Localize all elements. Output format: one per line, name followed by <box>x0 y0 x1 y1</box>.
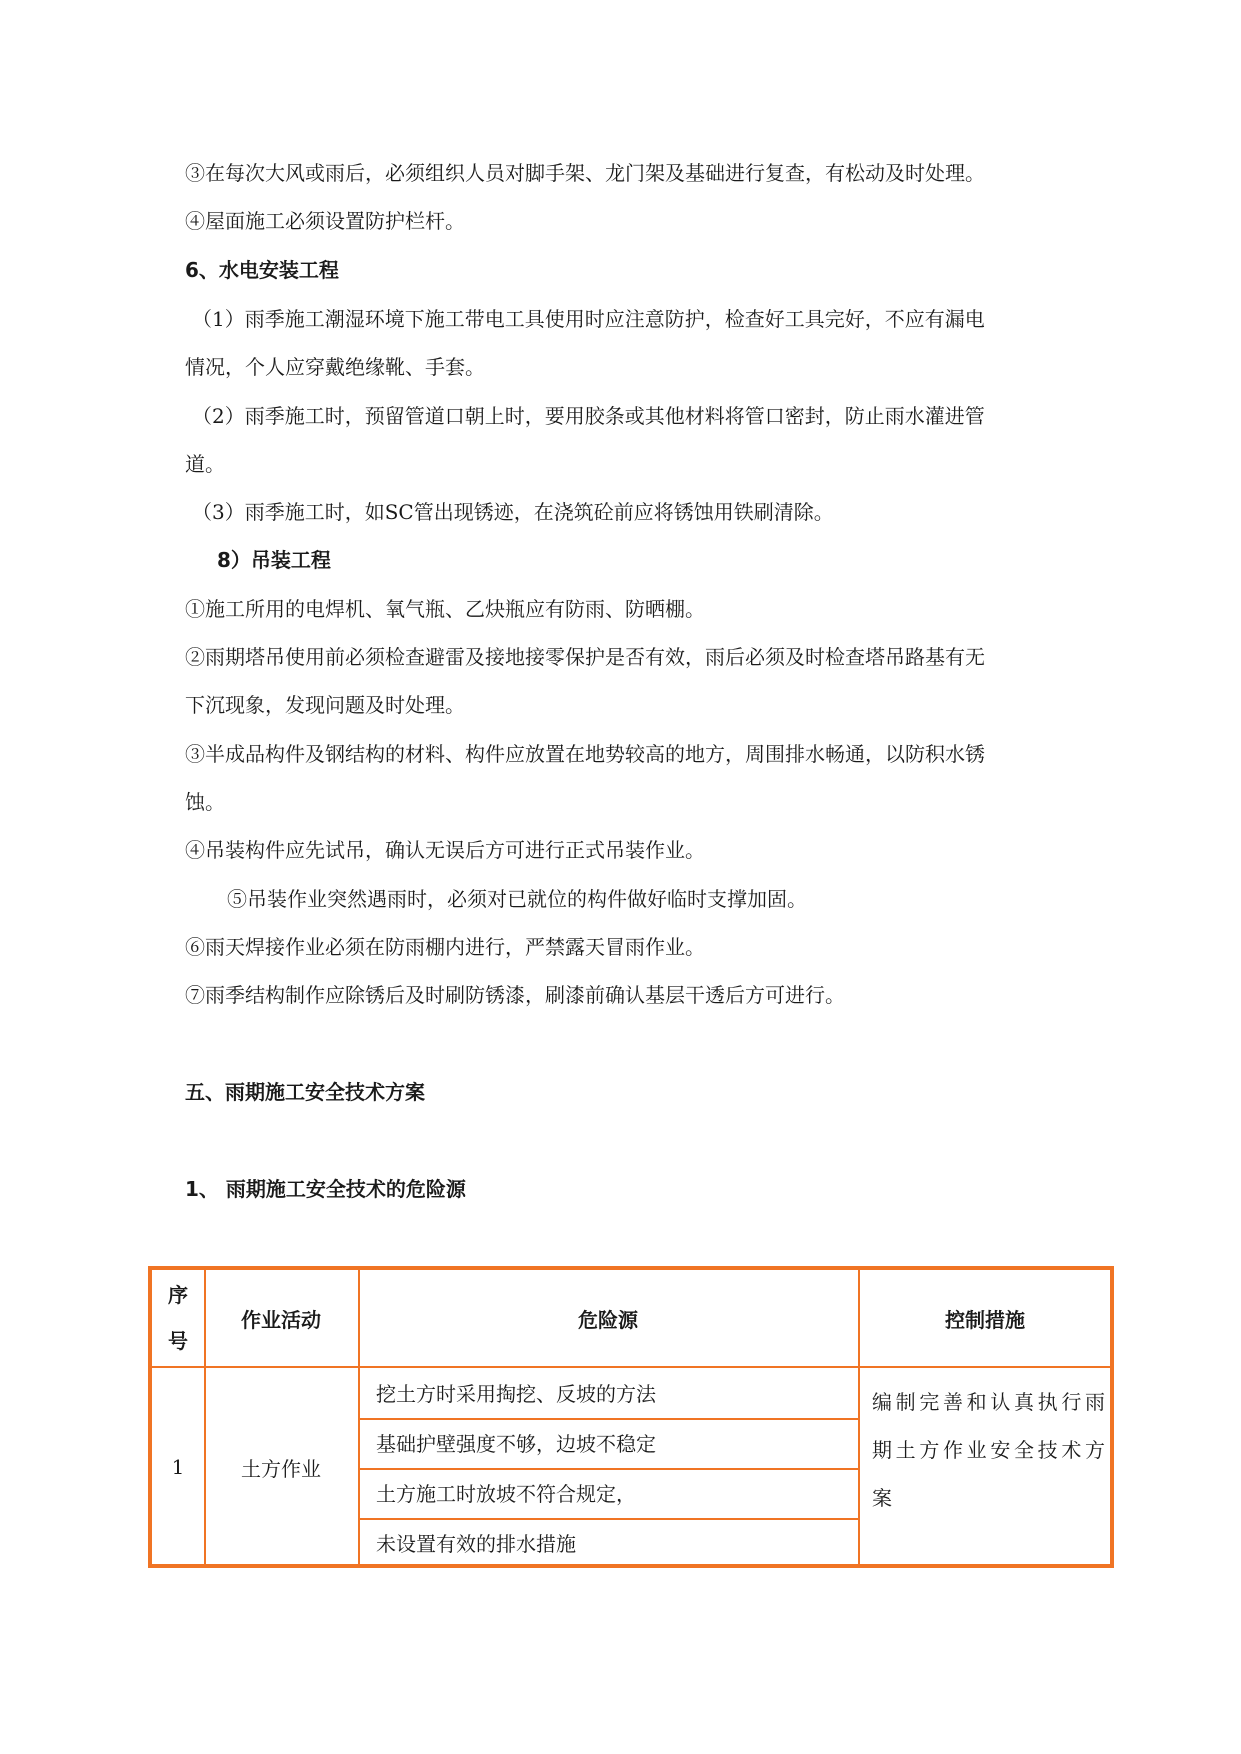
text-line-welding-shelter: ①施工所用的电焊机、氧气瓶、乙炔瓶应有防雨、防晒棚。 <box>185 597 705 621</box>
row-seq: 1 <box>171 1455 185 1479</box>
hazard-row-divider <box>358 1518 858 1520</box>
text-line-sc-pipe-rust: （3）雨季施工时，如SC管出现锈迹，在浇筑砼前应将锈蚀用铁刷清除。 <box>192 500 834 524</box>
text-line-roof-guardrail: ④屋面施工必须设置防护栏杆。 <box>185 209 465 233</box>
header-seq-line1: 序 <box>168 1283 188 1307</box>
text-line-electric-tools-cont: 情况，个人应穿戴绝缘靴、手套。 <box>185 355 485 379</box>
hazard-item: 未设置有效的排水措施 <box>376 1532 576 1556</box>
hazard-item: 挖土方时采用掏挖、反坡的方法 <box>376 1382 656 1406</box>
heading-hoisting: 8）吊装工程 <box>217 548 331 572</box>
header-activity: 作业活动 <box>241 1307 321 1332</box>
hazard-item: 土方施工时放坡不符合规定， <box>376 1482 636 1506</box>
header-seq-line2: 号 <box>168 1329 188 1353</box>
text-line-components-storage-cont: 蚀。 <box>185 790 225 814</box>
hazard-table <box>148 1266 1114 1568</box>
header-seq <box>152 1270 204 1366</box>
text-line-tower-crane: ②雨期塔吊使用前必须检查避雷及接地接零保护是否有效，雨后必须及时检查塔吊路基有无 <box>185 645 985 669</box>
section-title: 五、雨期施工安全技术方案 <box>185 1080 425 1104</box>
text-line-electric-tools: （1）雨季施工潮湿环境下施工带电工具使用时应注意防护，检查好工具完好，不应有漏电 <box>192 307 985 331</box>
text-line-scaffold-inspection: ③在每次大风或雨后，必须组织人员对脚手架、龙门架及基础进行复查，有松动及时处理。 <box>185 161 985 185</box>
hazard-item: 基础护壁强度不够，边坡不稳定 <box>376 1432 656 1456</box>
text-line-pipe-sealing-cont: 道。 <box>185 452 225 476</box>
subsection-title: 1、 雨期施工安全技术的危险源 <box>185 1177 466 1201</box>
heading-plumbing-electrical: 6、水电安装工程 <box>185 258 339 282</box>
text-line-welding-rain: ⑥雨天焊接作业必须在防雨棚内进行，严禁露天冒雨作业。 <box>185 935 705 959</box>
text-line-components-storage: ③半成品构件及钢结构的材料、构件应放置在地势较高的地方，周围排水畅通，以防积水锈 <box>185 742 985 766</box>
text-line-pipe-sealing: （2）雨季施工时，预留管道口朝上时，要用胶条或其他材料将管口密封，防止雨水灌进管 <box>192 404 985 428</box>
control-measure: 编制完善和认真执行雨期土方作业安全技术方案 <box>872 1390 1108 1510</box>
hazard-row-divider <box>358 1418 858 1420</box>
header-hazard: 危险源 <box>578 1307 638 1332</box>
header-control: 控制措施 <box>945 1307 1025 1332</box>
text-line-anti-rust-paint: ⑦雨季结构制作应除锈后及时刷防锈漆，刷漆前确认基层干透后方可进行。 <box>185 983 845 1007</box>
text-line-trial-lift: ④吊装构件应先试吊，确认无误后方可进行正式吊装作业。 <box>185 838 705 862</box>
hazard-row-divider <box>358 1468 858 1470</box>
text-line-temporary-support: ⑤吊装作业突然遇雨时，必须对已就位的构件做好临时支撑加固。 <box>227 887 807 911</box>
text-line-tower-crane-cont: 下沉现象，发现问题及时处理。 <box>185 693 465 717</box>
row-activity: 土方作业 <box>241 1456 321 1481</box>
